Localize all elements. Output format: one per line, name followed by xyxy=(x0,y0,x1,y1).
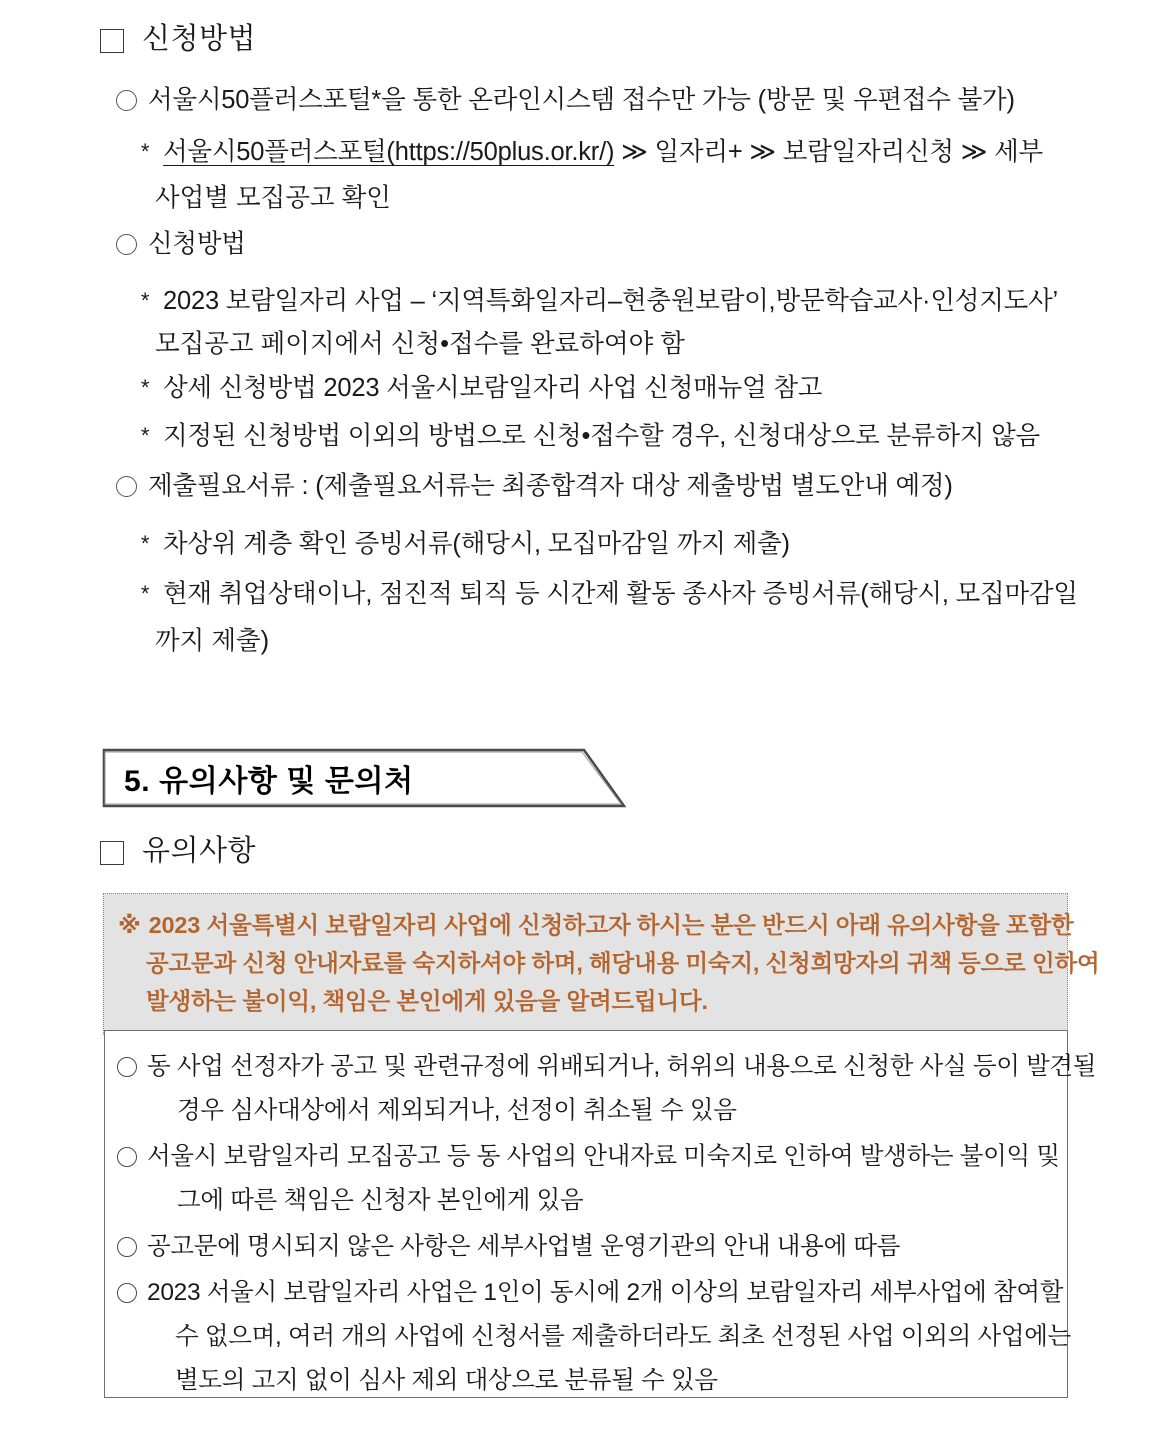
list-item-portal-path-continuation: 사업별 모집공고 확인 xyxy=(155,184,391,212)
list-item-unauthorized-method xyxy=(137,413,1040,459)
asterisk-bullet-icon: * xyxy=(140,288,150,313)
list-item-portal-online-only-label: 서울시50플러스포털*을 통한 온라인시스템 접수만 가능 (방문 및 우편접수 불가) xyxy=(148,86,1015,114)
reference-mark-icon: ※ xyxy=(118,912,141,938)
asterisk-bullet-icon: * xyxy=(140,423,150,448)
section-banner-notices-contacts xyxy=(102,748,626,810)
notice-item-unspecified-matters xyxy=(117,1225,1051,1269)
list-item-program-detail-label: 2023 보람일자리 사업 – ‘지역특화일자리–현충원보람이,방문학습교사·인성지도사’ xyxy=(163,287,1058,315)
circle-bullet-icon xyxy=(117,1237,137,1257)
notice-callout-line-1 xyxy=(118,906,1074,944)
square-bullet-icon xyxy=(100,29,124,53)
notice-callout-box xyxy=(103,893,1100,1035)
portal-path-rest: ≫ 일자리+ ≫ 보람일자리신청 ≫ 세부 xyxy=(614,138,1043,166)
asterisk-bullet-icon: * xyxy=(140,139,150,164)
notice-item-single-participation-line-3: 별도의 고지 없이 심사 제외 대상으로 분류될 수 있음 xyxy=(175,1367,718,1394)
list-item-program-detail-continuation: 모집공고 페이지에서 신청•접수를 완료하여야 함 xyxy=(155,330,685,358)
list-item-low-income-proof xyxy=(137,521,790,567)
list-item-manual-reference xyxy=(137,365,822,411)
list-item-portal-online-only xyxy=(116,77,1015,123)
notice-item-unfamiliarity-liability-body xyxy=(147,1135,1060,1223)
circle-bullet-icon xyxy=(117,1283,137,1303)
heading-application-method xyxy=(100,16,256,62)
list-item-manual-reference-label: 상세 신청방법 2023 서울시보람일자리 사업 신청매뉴얼 참고 xyxy=(163,374,823,402)
asterisk-bullet-icon: * xyxy=(140,375,150,400)
list-item-program-detail xyxy=(137,278,1058,324)
circle-bullet-icon xyxy=(117,1057,137,1077)
notice-item-unfamiliarity-liability-line-2: 그에 따른 책임은 신청자 본인에게 있음 xyxy=(177,1187,584,1214)
list-item-employment-status-proof-label: 현재 취업상태이나, 점진적 퇴직 등 시간제 활동 종사자 증빙서류(해당시, 모집마감일 xyxy=(163,580,1078,608)
notice-item-unspecified-matters-body xyxy=(147,1225,1051,1269)
notice-item-single-participation-line-1: 2023 서울시 보람일자리 사업은 1인이 동시에 2개 이상의 보람일자리 세부사업에 참여할 xyxy=(147,1279,1064,1306)
notice-item-unspecified-matters-line-1: 공고문에 명시되지 않은 사항은 세부사업별 운영기관의 안내 내용에 따름 xyxy=(147,1233,901,1260)
notice-callout-line-3: 발생하는 불이익, 책임은 본인에게 있음을 알려드립니다. xyxy=(146,988,708,1014)
circle-bullet-icon xyxy=(116,234,137,255)
list-item-employment-status-proof xyxy=(137,571,1078,617)
notice-item-false-information-line-1: 동 사업 선정자가 공고 및 관련규정에 위배되거나, 허위의 내용으로 신청한 사실 등이 발견될 xyxy=(147,1053,1097,1080)
section-banner-label: 5. 유의사항 및 문의처 xyxy=(124,765,414,799)
heading-notices xyxy=(100,828,256,874)
notice-item-false-information xyxy=(117,1045,1097,1133)
notice-item-unfamiliarity-liability xyxy=(117,1135,1060,1223)
list-item-employment-status-proof-continuation: 까지 제출) xyxy=(155,627,270,655)
list-item-how-to-apply-label: 신청방법 xyxy=(148,230,246,258)
notice-callout-line-2: 공고문과 신청 안내자료를 숙지하셔야 하며, 해당내용 미숙지, 신청희망자의 귀책 등으로 인하여 xyxy=(146,950,1100,976)
list-item-portal-path xyxy=(137,129,1043,175)
circle-bullet-icon xyxy=(116,476,137,497)
notice-item-false-information-body xyxy=(147,1045,1096,1133)
list-item-low-income-proof-label: 차상위 계층 확인 증빙서류(해당시, 모집마감일 까지 제출) xyxy=(163,530,790,558)
list-item-required-documents xyxy=(116,463,953,509)
notice-item-single-participation xyxy=(117,1271,1071,1403)
list-item-unauthorized-method-label: 지정된 신청방법 이외의 방법으로 신청•접수할 경우, 신청대상으로 분류하지 않음 xyxy=(163,422,1040,450)
notices-list-box xyxy=(104,1030,1097,1398)
notice-callout-line-1-text: 2023 서울특별시 보람일자리 사업에 신청하고자 하시는 분은 반드시 아래 유의사항을 포함한 xyxy=(148,912,1074,938)
notice-item-single-participation-body xyxy=(147,1271,1071,1403)
heading-application-method-label: 신청방법 xyxy=(142,23,257,55)
circle-bullet-icon xyxy=(116,90,137,111)
asterisk-bullet-icon: * xyxy=(140,531,150,556)
notice-item-false-information-line-2: 경우 심사대상에서 제외되거나, 선정이 취소될 수 있음 xyxy=(177,1097,737,1124)
notice-item-single-participation-line-2: 수 없으며, 여러 개의 사업에 신청서를 제출하더라도 최초 선정된 사업 이외의 사업에는 xyxy=(175,1323,1071,1350)
asterisk-bullet-icon: * xyxy=(140,581,150,606)
circle-bullet-icon xyxy=(117,1147,137,1167)
heading-notices-label: 유의사항 xyxy=(142,835,257,867)
portal-url-link[interactable]: 서울시50플러스포털(https://50plus.or.kr/) xyxy=(163,138,615,166)
list-item-required-documents-label: 제출필요서류 : (제출필요서류는 최종합격자 대상 제출방법 별도안내 예정) xyxy=(148,472,953,500)
square-bullet-icon xyxy=(100,841,124,865)
notice-item-unfamiliarity-liability-line-1: 서울시 보람일자리 모집공고 등 동 사업의 안내자료 미숙지로 인하여 발생하는 불이익 및 xyxy=(147,1143,1060,1170)
list-item-how-to-apply xyxy=(116,221,246,267)
